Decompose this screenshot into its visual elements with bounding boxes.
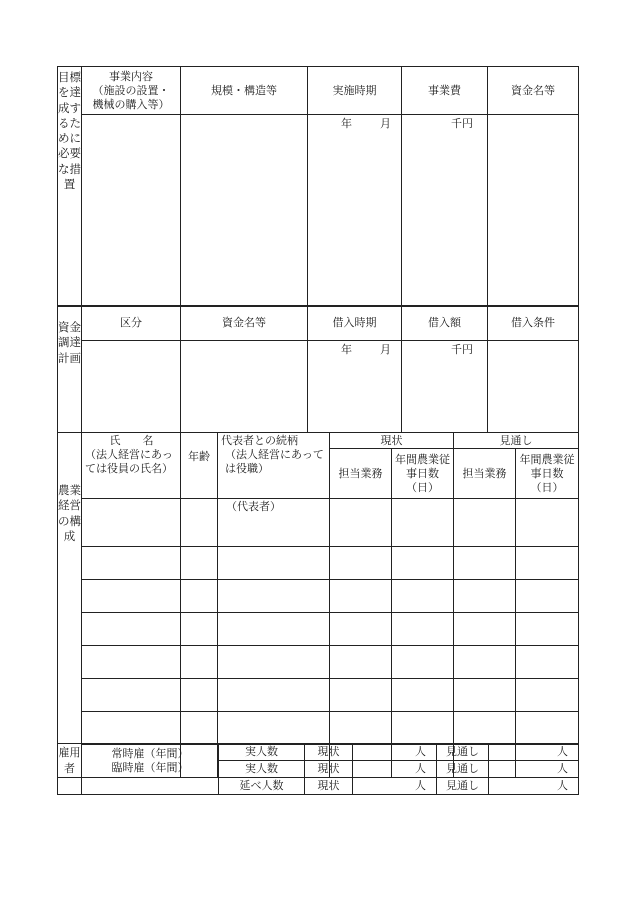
table-row [58,679,579,712]
current-label: 現状 [305,744,353,761]
table-row [58,613,579,646]
outlook-value[interactable]: 人 [489,761,579,778]
header-fund: 資金名等 [488,67,579,115]
employment-table [57,743,579,795]
composition-table [57,432,579,778]
measures-table [57,66,579,307]
name-cell[interactable] [82,499,181,547]
scale-cell[interactable] [181,115,308,307]
header-borrow-amount: 借入額 [402,306,488,341]
content-cell[interactable] [82,115,181,307]
table-row [58,646,579,679]
table-row [58,547,579,580]
header-current-duty: 担当業務 [330,449,392,499]
funding-table [57,305,579,433]
current-value[interactable]: 人 [353,761,437,778]
outlook-label: 見通し [437,761,489,778]
header-name: 氏 名 （法人経営にあっては役員の氏名） [82,433,181,499]
outlook-value[interactable]: 人 [489,778,579,795]
header-cost: 事業費 [402,67,488,115]
employment-side-label: 雇用者 [58,744,82,795]
representative-label: （代表者） [218,499,330,547]
table-row [58,580,579,613]
header-timing: 実施時期 [308,67,402,115]
current-value[interactable]: 人 [353,778,437,795]
header-fund-name: 資金名等 [181,306,308,341]
header-current: 現状 [330,433,454,449]
employment-row-total [58,778,579,795]
header-outlook-days: 年間農業従事日数（日） [516,449,579,499]
fund-cell[interactable] [488,115,579,307]
header-scale: 規模・構造等 [181,67,308,115]
cost-cell[interactable]: 千円 [402,115,488,307]
outlook-duty-cell[interactable] [454,499,516,547]
header-outlook-duty: 担当業務 [454,449,516,499]
table-row [58,499,579,547]
current-duty-cell[interactable] [330,499,392,547]
header-relation: 代表者との続柄 （法人経営にあっては役職） [218,433,330,499]
category-cell[interactable] [82,341,181,433]
current-label: 現状 [305,778,353,795]
measure-label: 実人数 [219,761,305,778]
header-outlook: 見通し [454,433,579,449]
current-value[interactable]: 人 [353,744,437,761]
composition-side-label: 農業経営の構成 [58,433,82,778]
measures-side-label: 目標を達成するために必要な措置 [58,67,82,307]
employment-type-cell: 常時雇（年間） 臨時雇（年間） [82,744,219,778]
age-cell[interactable] [181,499,218,547]
outlook-value[interactable]: 人 [489,744,579,761]
current-days-cell[interactable] [392,499,454,547]
employment-row-regular [58,744,579,761]
borrow-amount-cell[interactable]: 千円 [402,341,488,433]
outlook-label: 見通し [437,778,489,795]
header-borrow-timing: 借入時期 [308,306,402,341]
timing-cell[interactable]: 年 月 [308,115,402,307]
outlook-label: 見通し [437,744,489,761]
measure-label: 実人数 [219,744,305,761]
table-row [58,712,579,745]
outlook-days-cell[interactable] [516,499,579,547]
header-age: 年齢 [181,433,218,499]
header-current-days: 年間農業従事日数（日） [392,449,454,499]
borrow-conditions-cell[interactable] [488,341,579,433]
header-borrow-conditions: 借入条件 [488,306,579,341]
funding-side-label: 資金調達計画 [58,306,82,433]
fund-name-cell[interactable] [181,341,308,433]
borrow-timing-cell[interactable]: 年 月 [308,341,402,433]
current-label: 現状 [305,761,353,778]
header-category: 区分 [82,306,181,341]
measure-label: 延べ人数 [219,778,305,795]
header-content: 事業内容 （施設の設置・ 機械の購入等） [82,67,181,115]
